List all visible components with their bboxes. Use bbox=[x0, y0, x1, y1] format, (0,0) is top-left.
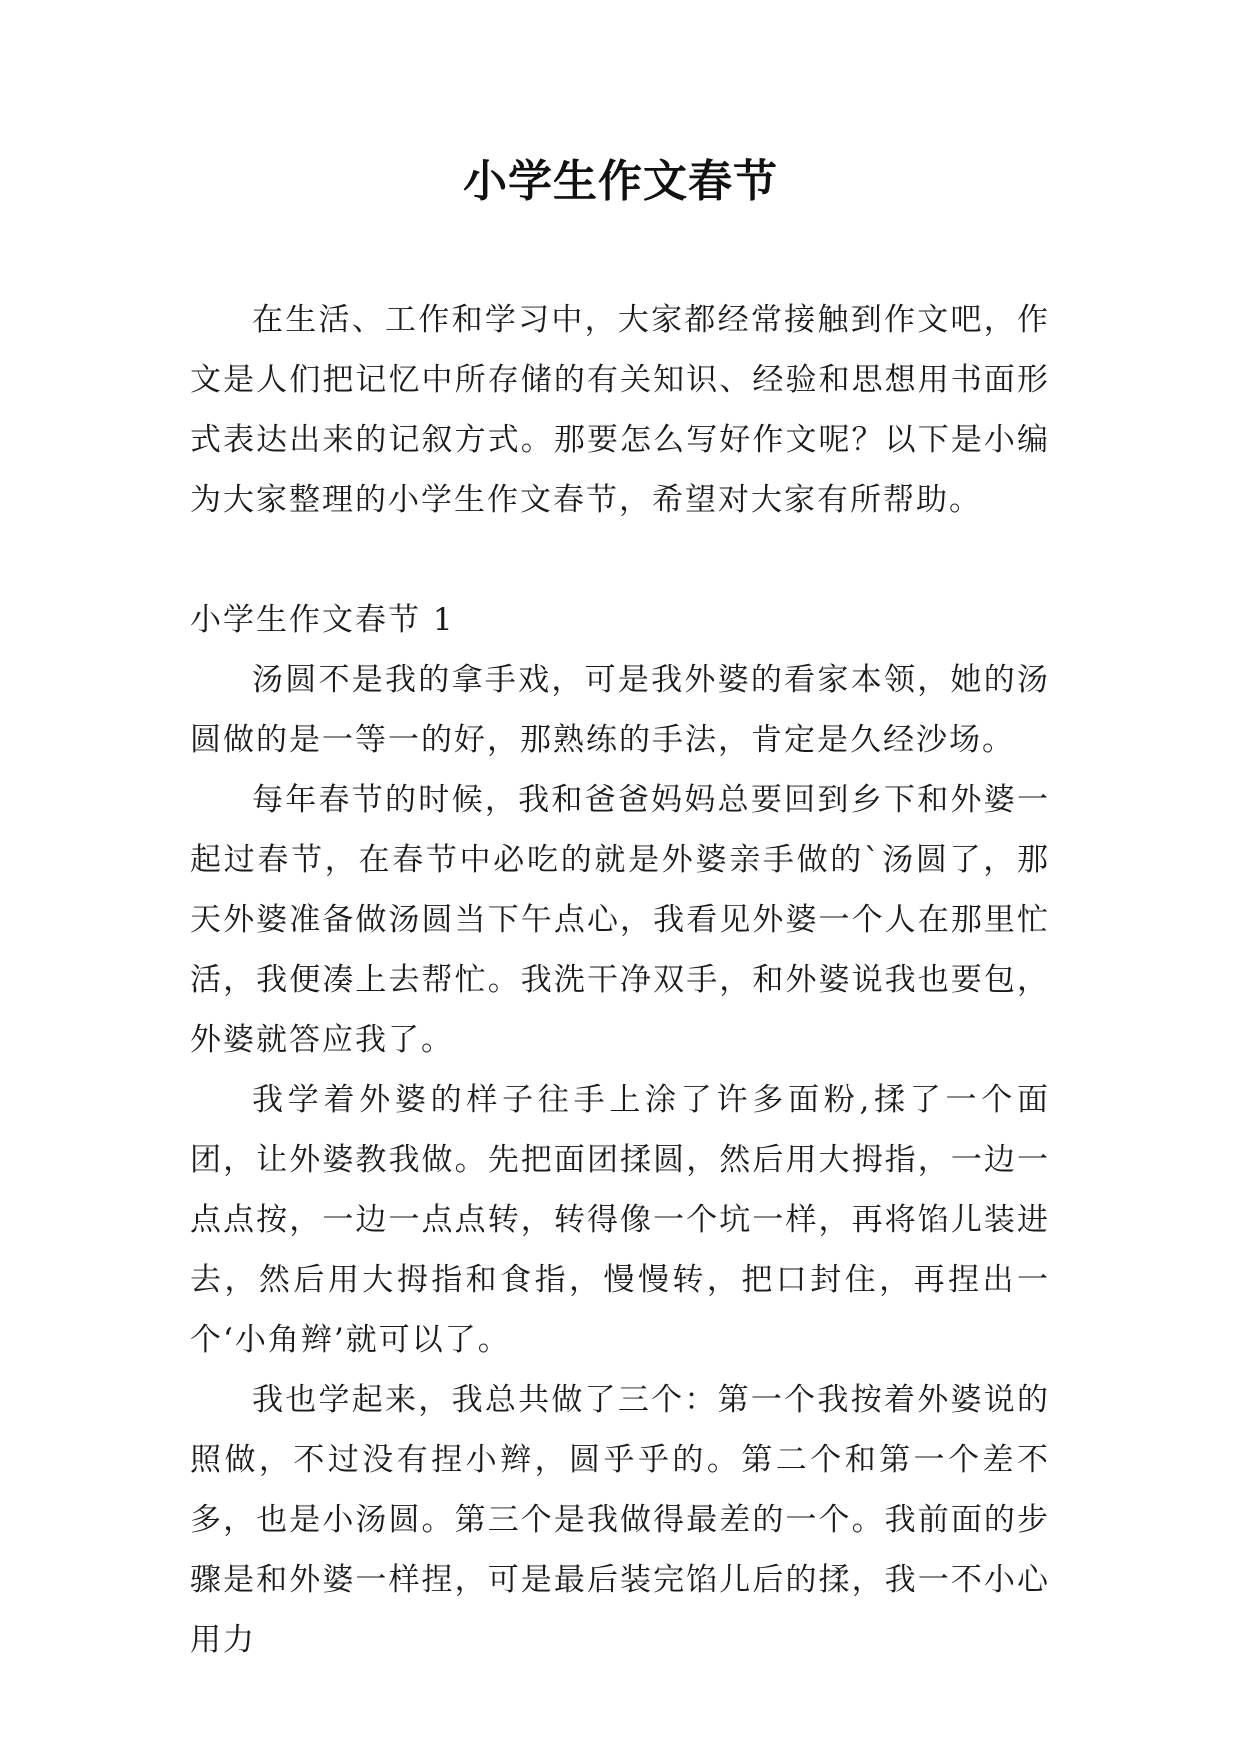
body-paragraph: 汤圆不是我的拿手戏，可是我外婆的看家本领，她的汤圆做的是一等一的好，那熟练的手法，肯定是久经沙场。 bbox=[190, 662, 1050, 758]
body-paragraph: 每年春节的时候，我和爸爸妈妈总要回到乡下和外婆一起过春节，在春节中必吃的就是外婆亲手做的`汤圆了，那天外婆准备做汤圆当下午点心，我看见外婆一个人在那里忙活，我便凑上去帮忙。我洗干净双手，和外婆说我也要包，外婆就答应我了。 bbox=[190, 782, 1050, 1058]
body-paragraph: 我也学起来，我总共做了三个：第一个我按着外婆说的照做，不过没有捏小辫，圆乎乎的。第二个和第一个差不多，也是小汤圆。第三个是我做得最差的一个。我前面的步骤是和外婆一样捏，可是最后装完馅儿后的揉，我一不小心用力 bbox=[190, 1382, 1050, 1658]
document-body bbox=[190, 290, 1050, 1670]
body-paragraph: 我学着外婆的样子往手上涂了许多面粉,揉了一个面团，让外婆教我做。先把面团揉圆，然后用大拇指，一边一点点按，一边一点点转，转得像一个坑一样，再将馅儿装进去，然后用大拇指和食指，慢慢转，把口封住，再捏出一个‘小角辫’就可以了。 bbox=[190, 1082, 1050, 1358]
section-heading: 小学生作文春节 1 bbox=[190, 602, 455, 638]
intro-paragraph: 在生活、工作和学习中，大家都经常接触到作文吧，作文是人们把记忆中所存储的有关知识、经验和思想用书面形式表达出来的记叙方式。那要怎么写好作文呢？以下是小编为大家整理的小学生作文春节，希望对大家有所帮助。 bbox=[190, 302, 1050, 518]
document-title: 小学生作文春节 bbox=[463, 156, 778, 207]
